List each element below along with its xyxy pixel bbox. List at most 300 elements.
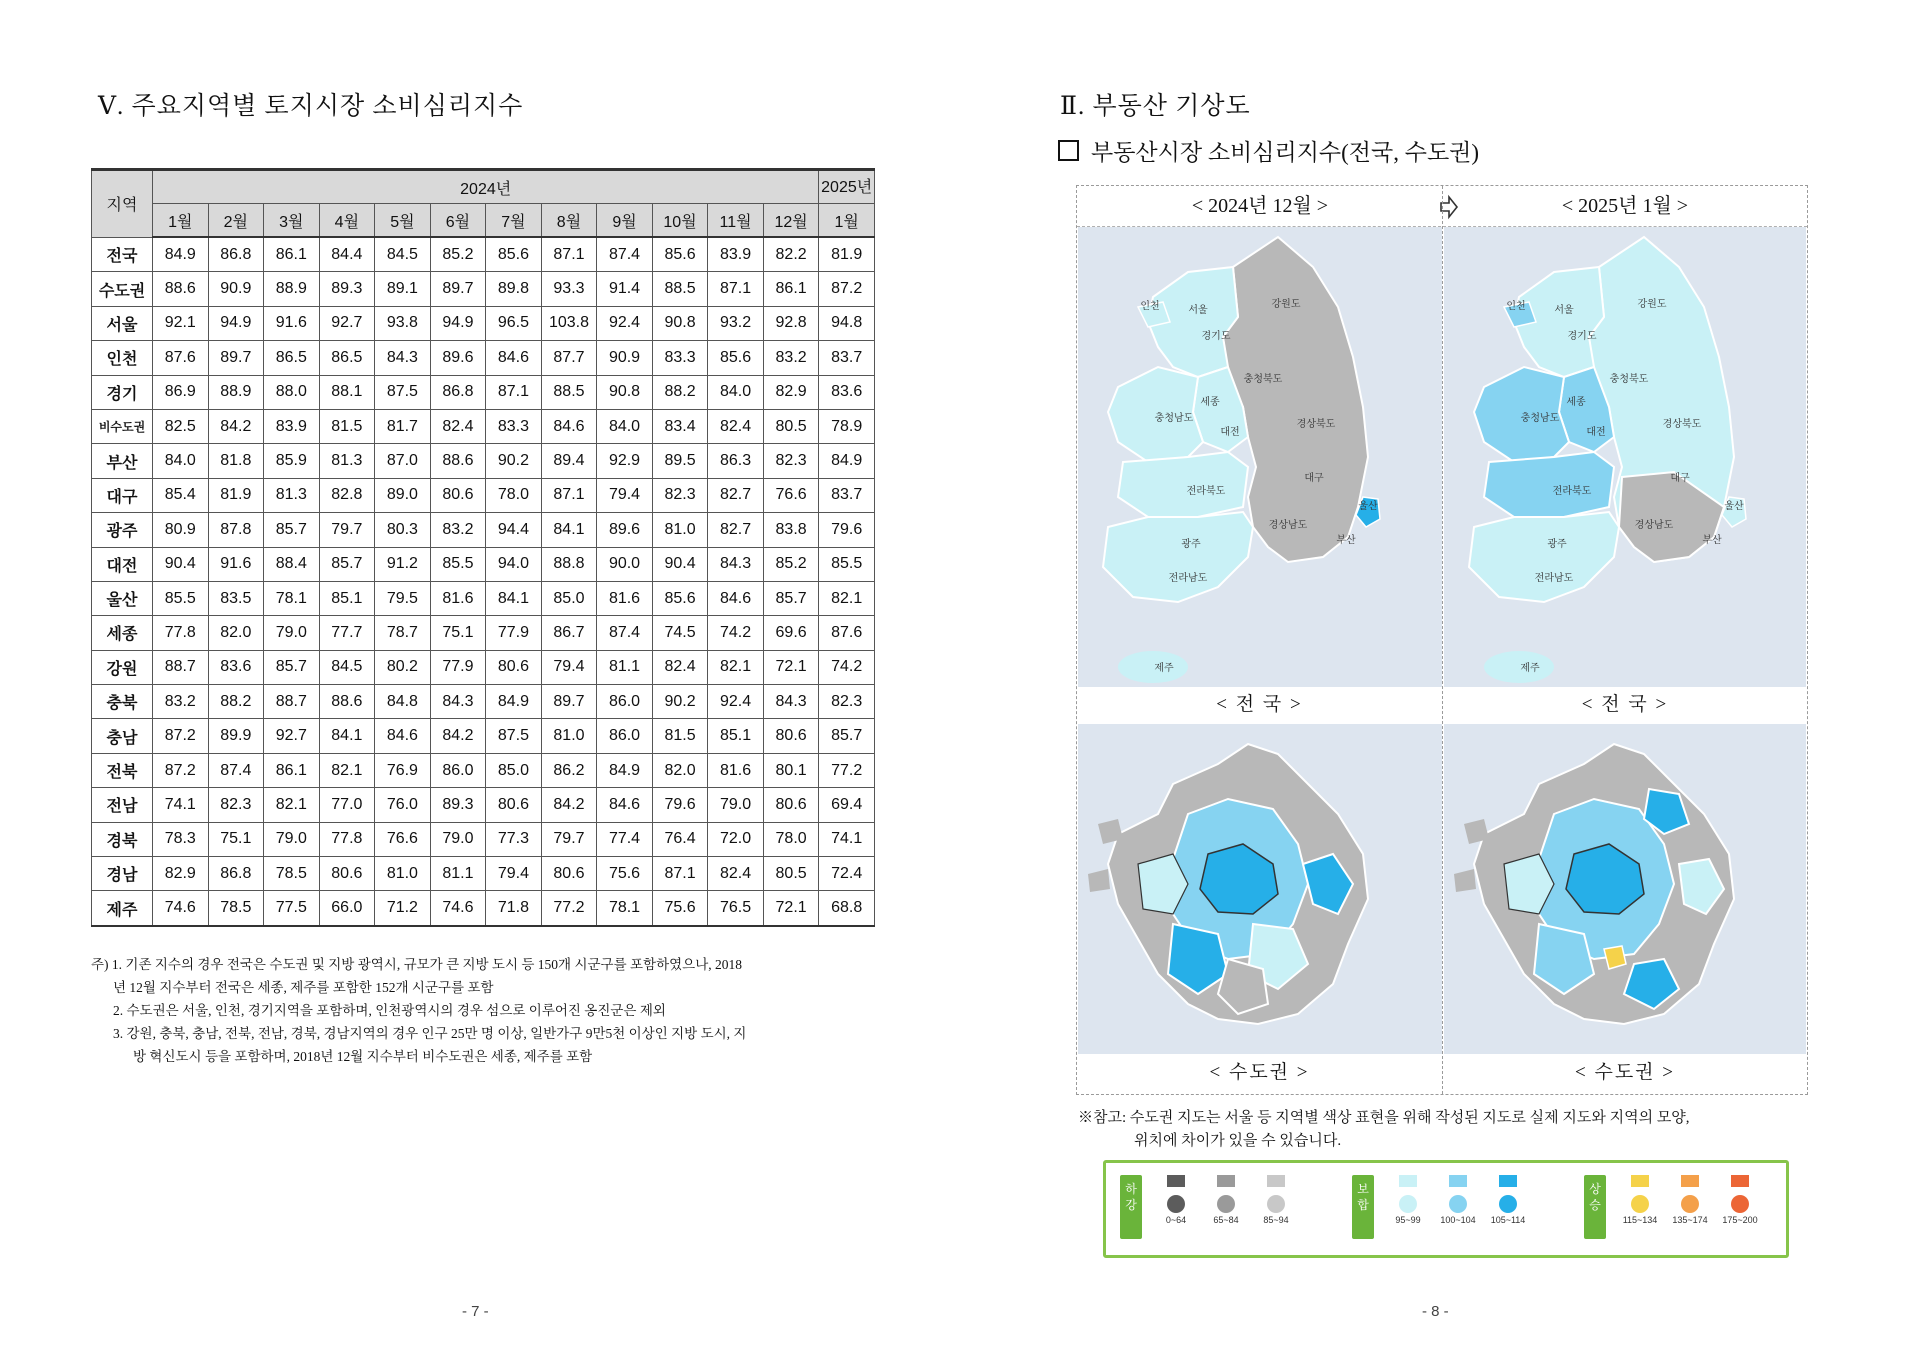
value-cell: 81.6	[708, 753, 764, 787]
value-cell: 86.5	[264, 341, 320, 375]
value-cell: 87.1	[541, 237, 597, 272]
value-cell: 81.9	[208, 478, 264, 512]
value-cell: 87.5	[486, 719, 542, 753]
value-cell: 82.1	[819, 581, 875, 615]
value-cell: 66.0	[319, 891, 375, 926]
value-cell: 77.3	[486, 822, 542, 856]
value-cell: 87.2	[153, 719, 209, 753]
value-cell: 88.7	[153, 650, 209, 684]
map-label-busan: 부산	[1702, 535, 1722, 546]
value-cell: 77.8	[153, 616, 209, 650]
value-cell: 80.6	[541, 857, 597, 891]
value-cell: 81.1	[430, 857, 486, 891]
value-cell: 89.6	[597, 513, 653, 547]
legend-item	[1718, 1175, 1762, 1225]
value-cell: 84.3	[763, 685, 819, 719]
legend-range: 175~200	[1722, 1215, 1758, 1225]
value-cell: 87.4	[597, 616, 653, 650]
value-cell: 90.9	[208, 272, 264, 306]
value-cell: 84.2	[208, 409, 264, 443]
map-label-gwangju: 광주	[1547, 539, 1567, 550]
value-cell: 78.1	[264, 581, 320, 615]
value-cell: 84.0	[597, 409, 653, 443]
region-header: 지역	[92, 170, 153, 238]
weather-icon	[1399, 1195, 1417, 1213]
value-cell: 94.0	[486, 547, 542, 581]
value-cell: 87.7	[541, 341, 597, 375]
value-cell: 85.5	[430, 547, 486, 581]
value-cell: 74.2	[708, 616, 764, 650]
value-cell: 96.5	[486, 306, 542, 340]
map-note	[1078, 1107, 1818, 1153]
value-cell: 92.4	[708, 685, 764, 719]
table-row	[92, 341, 875, 375]
value-cell: 72.1	[763, 891, 819, 926]
map-label-busan: 부산	[1336, 535, 1356, 546]
value-cell: 91.4	[597, 272, 653, 306]
table-row	[92, 650, 875, 684]
value-cell: 83.3	[652, 341, 708, 375]
value-cell: 92.9	[597, 444, 653, 478]
note-line: 주) 1. 기존 지수의 경우 전국은 수도권 및 지방 광역시, 규모가 큰 지방 도시 등 150개 시군구를 포함하였으나, 2018	[91, 957, 743, 972]
legend-item	[1618, 1175, 1662, 1225]
legend-swatch	[1631, 1175, 1649, 1187]
caption-capital-left: < 수도권 >	[1077, 1056, 1442, 1090]
value-cell: 93.8	[375, 306, 431, 340]
value-cell: 90.4	[652, 547, 708, 581]
region-cell: 서울	[92, 306, 153, 340]
value-cell: 76.6	[375, 822, 431, 856]
value-cell: 83.6	[819, 375, 875, 409]
legend-item	[1254, 1175, 1298, 1225]
value-cell: 89.7	[208, 341, 264, 375]
value-cell: 83.8	[763, 513, 819, 547]
value-cell: 87.6	[153, 341, 209, 375]
value-cell: 80.5	[763, 857, 819, 891]
page-title-right: Ⅱ. 부동산 기상도	[1060, 93, 1251, 120]
value-cell: 93.3	[541, 272, 597, 306]
month-header: 8월	[541, 204, 597, 238]
table-row	[92, 513, 875, 547]
value-cell: 82.5	[153, 409, 209, 443]
value-cell: 84.3	[375, 341, 431, 375]
value-cell: 79.0	[264, 616, 320, 650]
caption-nation-right: < 전 국 >	[1443, 688, 1807, 722]
value-cell: 87.4	[208, 753, 264, 787]
value-cell: 78.0	[486, 478, 542, 512]
legend-item	[1204, 1175, 1248, 1225]
value-cell: 72.4	[819, 857, 875, 891]
value-cell: 82.9	[763, 375, 819, 409]
value-cell: 75.1	[430, 616, 486, 650]
legend-swatch	[1449, 1175, 1467, 1187]
value-cell: 90.4	[153, 547, 209, 581]
value-cell: 83.6	[208, 650, 264, 684]
value-cell: 86.0	[597, 685, 653, 719]
map-label-chungnam: 충청남도	[1154, 413, 1194, 424]
value-cell: 82.9	[153, 857, 209, 891]
map-label-sejong: 세종	[1566, 397, 1586, 408]
value-cell: 86.8	[208, 237, 264, 272]
value-cell: 81.6	[597, 581, 653, 615]
legend-range: 105~114	[1490, 1215, 1526, 1225]
table-row	[92, 306, 875, 340]
value-cell: 77.7	[319, 616, 375, 650]
value-cell: 76.4	[652, 822, 708, 856]
value-cell: 81.3	[264, 478, 320, 512]
value-cell: 88.2	[652, 375, 708, 409]
legend-range: 65~84	[1213, 1215, 1239, 1225]
value-cell: 88.6	[430, 444, 486, 478]
map-label-gyeongnam: 경상남도	[1268, 520, 1308, 531]
value-cell: 83.2	[430, 513, 486, 547]
value-cell: 85.1	[319, 581, 375, 615]
value-cell: 88.0	[264, 375, 320, 409]
value-cell: 79.0	[264, 822, 320, 856]
value-cell: 94.8	[819, 306, 875, 340]
value-cell: 86.7	[541, 616, 597, 650]
value-cell: 82.0	[208, 616, 264, 650]
month-header: 10월	[652, 204, 708, 238]
value-cell: 83.5	[208, 581, 264, 615]
map-label-ulsan: 울산	[1358, 501, 1378, 512]
value-cell: 92.1	[153, 306, 209, 340]
table-row	[92, 857, 875, 891]
value-cell: 83.7	[819, 341, 875, 375]
value-cell: 78.5	[208, 891, 264, 926]
weather-icon	[1499, 1195, 1517, 1213]
value-cell: 85.6	[652, 237, 708, 272]
map-label-gangwon: 강원도	[1271, 299, 1301, 310]
value-cell: 90.0	[597, 547, 653, 581]
legend-range: 95~99	[1395, 1215, 1421, 1225]
value-cell: 80.6	[319, 857, 375, 891]
value-cell: 86.8	[208, 857, 264, 891]
map-label-ulsan: 울산	[1724, 501, 1744, 512]
month-header: 6월	[430, 204, 486, 238]
month-header: 12월	[763, 204, 819, 238]
legend-range: 100~104	[1440, 1215, 1476, 1225]
region-cell: 충북	[92, 685, 153, 719]
page-number-left: - 7 -	[462, 1303, 489, 1320]
value-cell: 87.2	[153, 753, 209, 787]
value-cell: 79.5	[375, 581, 431, 615]
value-cell: 82.7	[708, 478, 764, 512]
legend-tag: 상승	[1584, 1175, 1606, 1239]
value-cell: 72.1	[763, 650, 819, 684]
weather-map-panel	[1076, 185, 1808, 1095]
month-header: 3월	[264, 204, 320, 238]
value-cell: 77.5	[264, 891, 320, 926]
map-note-line: ※참고: 수도권 지도는 서울 등 지역별 색상 표현을 위해 작성된 지도로 실제 지도와 지역의 모양,	[1078, 1110, 1690, 1126]
caption-capital-right: < 수도권 >	[1443, 1056, 1807, 1090]
value-cell: 84.9	[153, 237, 209, 272]
value-cell: 84.5	[319, 650, 375, 684]
map-label-seoul: 서울	[1188, 305, 1208, 316]
value-cell: 86.8	[430, 375, 486, 409]
table-row	[92, 616, 875, 650]
table-row	[92, 444, 875, 478]
value-cell: 92.4	[597, 306, 653, 340]
legend-swatch	[1399, 1175, 1417, 1187]
map-label-incheon: 인천	[1506, 301, 1526, 312]
value-cell: 69.6	[763, 616, 819, 650]
weather-icon	[1681, 1195, 1699, 1213]
weather-icon	[1167, 1195, 1185, 1213]
value-cell: 82.3	[208, 788, 264, 822]
legend-swatch	[1267, 1175, 1285, 1187]
region-cell: 광주	[92, 513, 153, 547]
value-cell: 77.0	[319, 788, 375, 822]
value-cell: 79.6	[819, 513, 875, 547]
value-cell: 82.8	[319, 478, 375, 512]
value-cell: 86.1	[763, 272, 819, 306]
map-label-jeonbuk: 전라북도	[1186, 486, 1226, 497]
value-cell: 89.0	[375, 478, 431, 512]
value-cell: 83.4	[652, 409, 708, 443]
table-row	[92, 891, 875, 926]
map-label-daejeon: 대전	[1586, 427, 1606, 438]
value-cell: 79.6	[652, 788, 708, 822]
legend-swatch	[1217, 1175, 1235, 1187]
value-cell: 85.4	[153, 478, 209, 512]
legend-item	[1436, 1175, 1480, 1225]
value-cell: 83.2	[153, 685, 209, 719]
region-cell: 제주	[92, 891, 153, 926]
region-cell: 인천	[92, 341, 153, 375]
value-cell: 81.6	[430, 581, 486, 615]
map-label-gyeongnam: 경상남도	[1634, 520, 1674, 531]
value-cell: 91.6	[264, 306, 320, 340]
value-cell: 89.8	[486, 272, 542, 306]
value-cell: 87.1	[652, 857, 708, 891]
value-cell: 88.1	[319, 375, 375, 409]
month-header: 7월	[486, 204, 542, 238]
value-cell: 85.5	[153, 581, 209, 615]
value-cell: 84.0	[708, 375, 764, 409]
value-cell: 85.2	[763, 547, 819, 581]
map-label-gangwon: 강원도	[1637, 299, 1667, 310]
value-cell: 89.3	[430, 788, 486, 822]
value-cell: 80.6	[486, 788, 542, 822]
value-cell: 82.4	[652, 650, 708, 684]
region-cell: 대전	[92, 547, 153, 581]
value-cell: 88.5	[652, 272, 708, 306]
value-cell: 81.3	[319, 444, 375, 478]
value-cell: 78.9	[819, 409, 875, 443]
value-cell: 81.5	[652, 719, 708, 753]
value-cell: 79.0	[430, 822, 486, 856]
value-cell: 81.0	[375, 857, 431, 891]
value-cell: 89.7	[430, 272, 486, 306]
table-row	[92, 547, 875, 581]
value-cell: 87.8	[208, 513, 264, 547]
value-cell: 89.3	[319, 272, 375, 306]
value-cell: 85.7	[319, 547, 375, 581]
value-cell: 89.9	[208, 719, 264, 753]
value-cell: 81.8	[208, 444, 264, 478]
region-cell: 경북	[92, 822, 153, 856]
map-label-chungbuk: 충청북도	[1609, 374, 1649, 385]
value-cell: 80.6	[763, 788, 819, 822]
value-cell: 79.0	[708, 788, 764, 822]
table-row	[92, 753, 875, 787]
legend-swatch	[1499, 1175, 1517, 1187]
value-cell: 82.1	[319, 753, 375, 787]
month-header: 2월	[208, 204, 264, 238]
value-cell: 80.6	[763, 719, 819, 753]
value-cell: 85.6	[652, 581, 708, 615]
month-header: 4월	[319, 204, 375, 238]
value-cell: 75.1	[208, 822, 264, 856]
value-cell: 94.9	[208, 306, 264, 340]
map-label-seoul: 서울	[1554, 305, 1574, 316]
value-cell: 83.2	[763, 341, 819, 375]
legend	[1103, 1160, 1789, 1258]
value-cell: 77.8	[319, 822, 375, 856]
value-cell: 86.0	[597, 719, 653, 753]
value-cell: 92.8	[763, 306, 819, 340]
value-cell: 89.6	[430, 341, 486, 375]
table-row	[92, 478, 875, 512]
section-subtitle	[1058, 134, 1479, 167]
value-cell: 85.0	[541, 581, 597, 615]
value-cell: 79.7	[541, 822, 597, 856]
map-note-line: 위치에 차이가 있을 수 있습니다.	[1134, 1133, 1342, 1149]
value-cell: 78.0	[763, 822, 819, 856]
map-label-gyeonggi: 경기도	[1201, 331, 1231, 342]
legend-item	[1668, 1175, 1712, 1225]
map-label-jeonnam: 전라남도	[1168, 573, 1208, 584]
value-cell: 84.4	[319, 237, 375, 272]
legend-swatch	[1167, 1175, 1185, 1187]
map-label-jeonnam: 전라남도	[1534, 573, 1574, 584]
page-title-left: Ⅴ. 주요지역별 토지시장 소비심리지수	[98, 93, 524, 120]
legend-item	[1386, 1175, 1430, 1225]
value-cell: 85.6	[486, 237, 542, 272]
value-cell: 80.3	[375, 513, 431, 547]
legend-range: 85~94	[1263, 1215, 1289, 1225]
value-cell: 90.8	[652, 306, 708, 340]
value-cell: 78.7	[375, 616, 431, 650]
value-cell: 78.5	[264, 857, 320, 891]
divider	[1442, 186, 1443, 1094]
year-2025-header: 2025년	[819, 170, 875, 204]
region-cell: 부산	[92, 444, 153, 478]
value-cell: 82.4	[708, 857, 764, 891]
region-cell: 충남	[92, 719, 153, 753]
value-cell: 80.6	[430, 478, 486, 512]
value-cell: 86.2	[541, 753, 597, 787]
value-cell: 86.0	[430, 753, 486, 787]
region-cell: 경남	[92, 857, 153, 891]
value-cell: 84.1	[319, 719, 375, 753]
table-row	[92, 719, 875, 753]
value-cell: 85.7	[264, 513, 320, 547]
legend-tag: 하강	[1120, 1175, 1142, 1239]
legend-item	[1154, 1175, 1198, 1225]
value-cell: 81.9	[819, 237, 875, 272]
value-cell: 87.5	[375, 375, 431, 409]
map-label-daegu: 대구	[1670, 473, 1690, 484]
map-label-chungbuk: 충청북도	[1243, 374, 1283, 385]
year-2024-header: 2024년	[153, 170, 819, 204]
map-label-daegu: 대구	[1304, 473, 1324, 484]
value-cell: 90.8	[597, 375, 653, 409]
value-cell: 84.5	[375, 237, 431, 272]
legend-range: 115~134	[1622, 1215, 1658, 1225]
value-cell: 83.7	[819, 478, 875, 512]
value-cell: 87.1	[541, 478, 597, 512]
value-cell: 85.2	[430, 237, 486, 272]
value-cell: 81.7	[375, 409, 431, 443]
land-market-index-table	[91, 168, 875, 927]
value-cell: 82.1	[708, 650, 764, 684]
table-row	[92, 237, 875, 272]
value-cell: 88.8	[541, 547, 597, 581]
map-label-jeju: 제주	[1154, 663, 1174, 674]
value-cell: 74.1	[153, 788, 209, 822]
value-cell: 78.3	[153, 822, 209, 856]
value-cell: 76.9	[375, 753, 431, 787]
value-cell: 82.7	[708, 513, 764, 547]
value-cell: 86.5	[319, 341, 375, 375]
value-cell: 93.2	[708, 306, 764, 340]
value-cell: 84.6	[375, 719, 431, 753]
month-header: 5월	[375, 204, 431, 238]
value-cell: 77.9	[430, 650, 486, 684]
note-line: 년 12월 지수부터 전국은 세종, 제주를 포함한 152개 시군구를 포함	[113, 980, 494, 995]
value-cell: 74.2	[819, 650, 875, 684]
legend-range: 135~174	[1672, 1215, 1708, 1225]
value-cell: 85.7	[763, 581, 819, 615]
region-cell: 강원	[92, 650, 153, 684]
value-cell: 79.4	[541, 650, 597, 684]
map-label-incheon: 인천	[1140, 301, 1160, 312]
note-line: 2. 수도권은 서울, 인천, 경기지역을 포함하며, 인천광역시의 경우 섬으로 이루어진 옹진군은 제외	[113, 1003, 666, 1018]
region-cell: 수도권	[92, 272, 153, 306]
table-row	[92, 272, 875, 306]
value-cell: 82.3	[652, 478, 708, 512]
value-cell: 82.0	[652, 753, 708, 787]
region-cell: 전남	[92, 788, 153, 822]
value-cell: 84.6	[708, 581, 764, 615]
value-cell: 87.0	[375, 444, 431, 478]
value-cell: 74.5	[652, 616, 708, 650]
value-cell: 74.1	[819, 822, 875, 856]
value-cell: 80.2	[375, 650, 431, 684]
value-cell: 89.4	[541, 444, 597, 478]
value-cell: 72.0	[708, 822, 764, 856]
capital-map-dec-2024	[1078, 724, 1442, 1054]
value-cell: 87.2	[819, 272, 875, 306]
capital-map-jan-2025	[1444, 724, 1806, 1054]
region-cell: 울산	[92, 581, 153, 615]
value-cell: 87.4	[597, 237, 653, 272]
weather-icon	[1217, 1195, 1235, 1213]
value-cell: 74.6	[153, 891, 209, 926]
value-cell: 88.9	[264, 272, 320, 306]
value-cell: 87.1	[486, 375, 542, 409]
month-header: 1월	[819, 204, 875, 238]
value-cell: 82.3	[763, 444, 819, 478]
legend-swatch	[1731, 1175, 1749, 1187]
value-cell: 89.5	[652, 444, 708, 478]
value-cell: 86.9	[153, 375, 209, 409]
value-cell: 84.2	[541, 788, 597, 822]
value-cell: 81.0	[541, 719, 597, 753]
map-label-gwangju: 광주	[1181, 539, 1201, 550]
